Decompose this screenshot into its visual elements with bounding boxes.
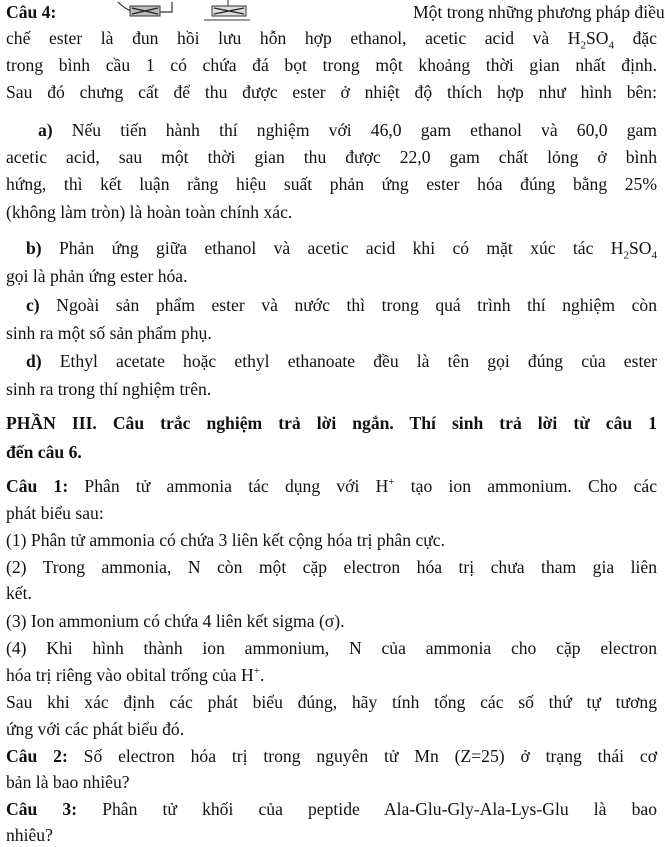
cau1-question-line2: ứng với các phát biểu đó. <box>6 719 185 739</box>
statement-d-line1: d) Ethyl acetate hoặc ethyl ethanoate đều là tên gọi đúng của ester <box>26 351 657 371</box>
distillation-apparatus-figure <box>100 0 300 24</box>
cau1-line2: phát biểu sau: <box>6 503 104 523</box>
statement-b-line2: gọi là phản ứng ester hóa. <box>6 266 188 286</box>
cau1-statement-1: (1) Phân tử ammonia có chứa 3 liên kết cộng hóa trị phân cực. <box>6 530 445 550</box>
statement-a-line4: (không làm tròn) là hoàn toàn chính xác. <box>6 202 293 222</box>
statement-c-line1: c) Ngoài sản phẩm ester và nước thì trong quá trình thí nghiệm còn <box>26 295 657 315</box>
cau4-line2: chế ester là đun hồi lưu hỗn hợp ethanol, acetic acid và $H_2SO_4$ đặc <box>6 28 657 52</box>
cau1-statement-4-line1: (4) Khi hình thành ion ammonium, N của ammonia cho cặp electron <box>6 638 657 658</box>
cau2-line1: Câu 2: Số electron hóa trị trong nguyên tử Mn (Z=25) ở trạng thái cơ <box>6 746 657 766</box>
statement-c-line2: sinh ra một số sản phẩm phụ. <box>6 323 212 343</box>
cau1-statement-3: (3) Ion ammonium có chứa 4 liên kết sigma (σ). <box>6 611 345 631</box>
cau3-line1: Câu 3: Phân tử khối của peptide Ala-Glu-Gly-Ala-Lys-Glu là bao <box>6 799 657 819</box>
cau1-statement-4-line2: hóa trị riêng vào obital trống của H+. <box>6 665 265 685</box>
cau1-line1: Câu 1: Phân tử ammonia tác dụng với H+ tạo ion ammonium. Cho các <box>6 476 658 496</box>
statement-a-line2: acetic acid, sau một thời gian thu được 22,0 gam chất lỏng ở bình <box>6 147 657 167</box>
statement-a-line1: a) Nếu tiến hành thí nghiệm với 46,0 gam ethanol và 60,0 gam <box>38 120 657 140</box>
part3-heading-line1: PHẦN III. Câu trắc nghiệm trả lời ngắn. Thí sinh trả lời từ câu 1 <box>6 413 657 433</box>
cau4-line1: Một trong những phương pháp điều <box>413 2 665 22</box>
statement-b-line1: b) Phản ứng giữa ethanol và acetic acid khi có mặt xúc tác $H_2SO_4$ <box>26 238 657 262</box>
cau1-question-line1: Sau khi xác định các phát biểu đúng, hãy tính tổng các số thứ tự tương <box>6 692 657 712</box>
cau1-statement-2-line1: (2) Trong ammonia, N còn một cặp electron hóa trị chưa tham gia liên <box>6 557 657 577</box>
statement-d-line2: sinh ra trong thí nghiệm trên. <box>6 379 212 399</box>
cau4-label: Câu 4: <box>6 2 57 22</box>
cau2-line2: bản là bao nhiêu? <box>6 772 130 792</box>
cau3-line2: nhiêu? <box>6 825 53 845</box>
cau1-statement-2-line2: kết. <box>6 583 32 603</box>
statement-a-line3: hứng, thì kết luận rằng hiệu suất phản ứng ester hóa đúng bằng 25% <box>6 174 657 194</box>
cau4-line4: Sau đó chưng cất để thu được ester ở nhiệt độ thích hợp như hình bên: <box>6 82 657 102</box>
cau4-line3: trong bình cầu 1 có chứa đá bọt trong một khoảng thời gian nhất định. <box>6 55 657 75</box>
part3-heading-line2: đến câu 6. <box>6 442 82 462</box>
